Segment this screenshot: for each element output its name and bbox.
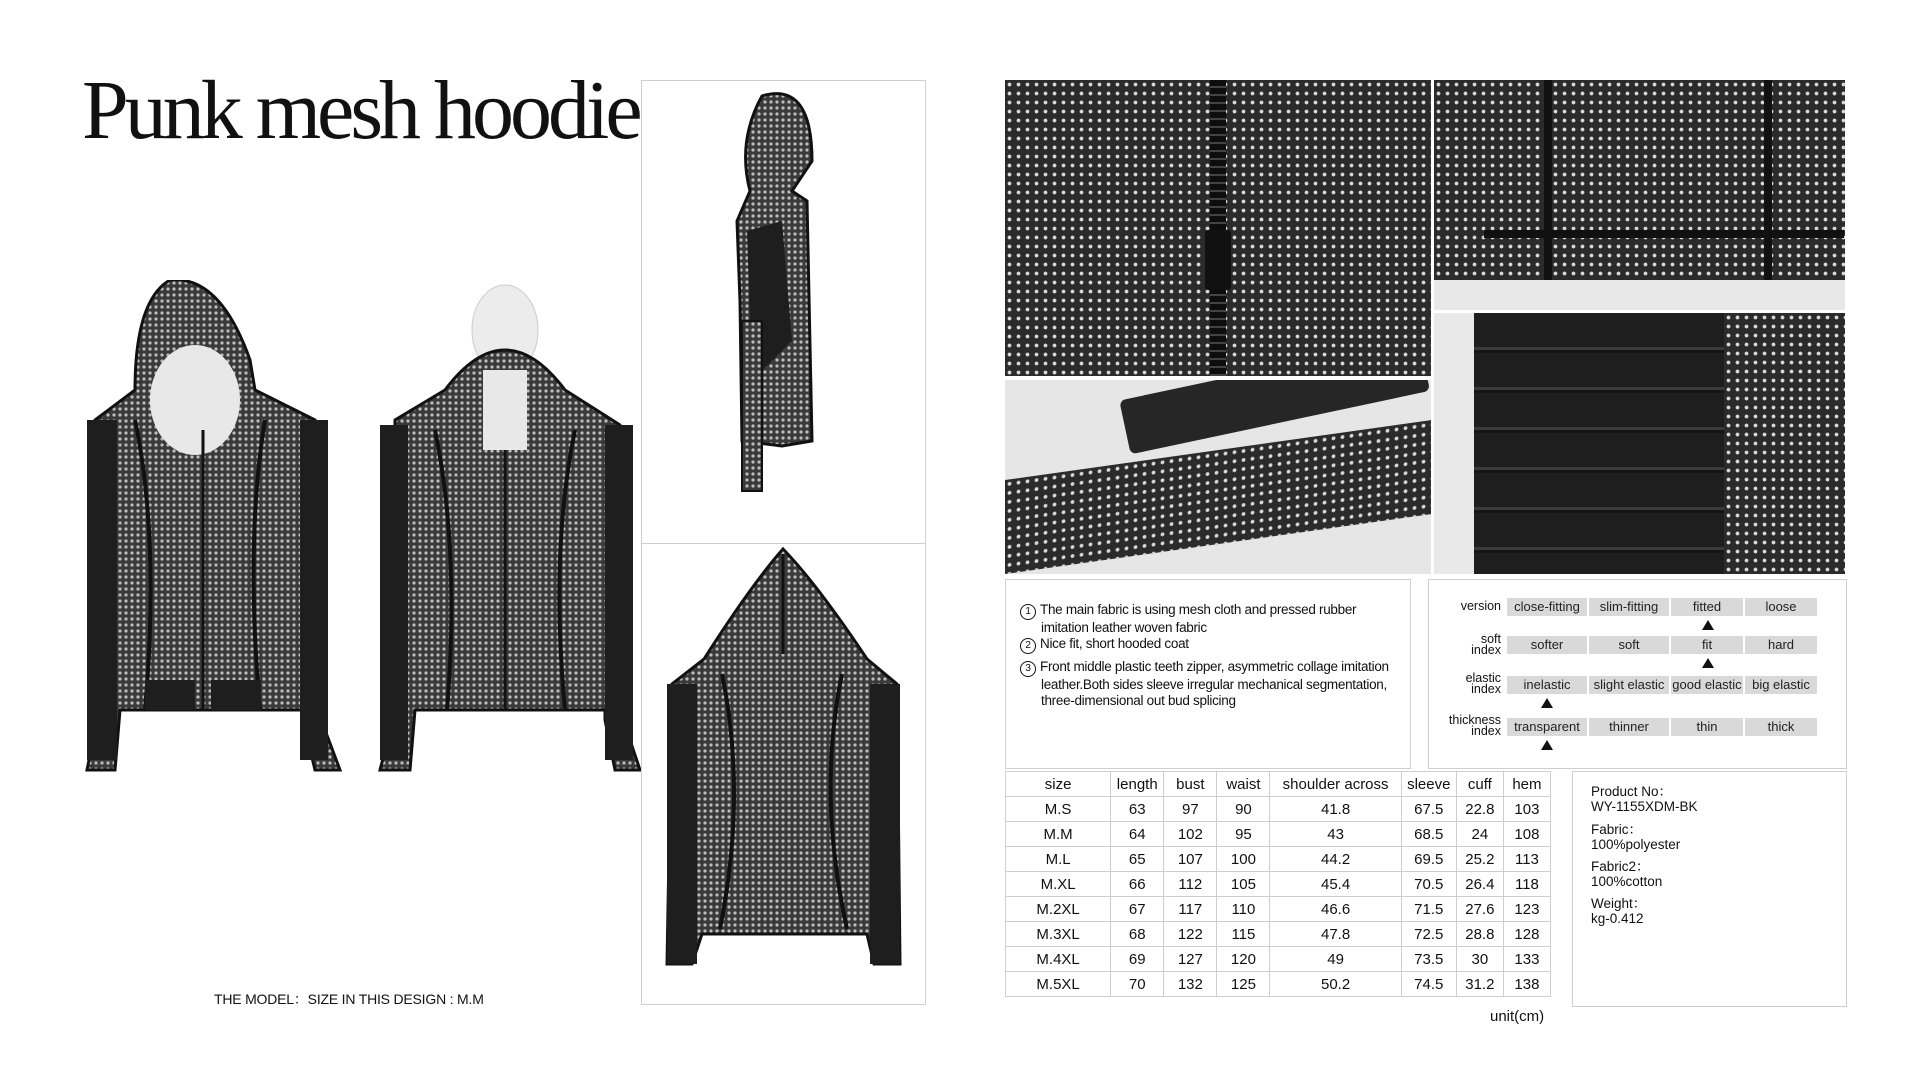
table-cell: 97 (1164, 797, 1217, 822)
index-option: softer (1507, 636, 1587, 654)
column-header: hem (1503, 772, 1550, 797)
feature-line: three-dimensional out bud splicing (1041, 693, 1236, 708)
table-cell: M.XL (1006, 872, 1111, 897)
feature-line: The main fabric is using mesh cloth and pressed rubber (1040, 602, 1357, 617)
table-cell: 43 (1270, 822, 1401, 847)
table-cell: 103 (1503, 797, 1550, 822)
table-header-row (1006, 772, 1551, 797)
table-row (1006, 847, 1551, 872)
table-cell: 67.5 (1401, 797, 1456, 822)
column-header: bust (1164, 772, 1217, 797)
index-option: thick (1745, 718, 1817, 736)
index-label-text: version (1460, 599, 1501, 613)
table-cell: 25.2 (1456, 847, 1503, 872)
index-option: fitted (1671, 598, 1743, 616)
feature-number: 3 (1020, 661, 1036, 677)
index-label-text: index (1471, 643, 1501, 657)
table-cell: 108 (1503, 822, 1550, 847)
table-cell: 68.5 (1401, 822, 1456, 847)
table-cell: 100 (1217, 847, 1270, 872)
table-cell: 128 (1503, 922, 1550, 947)
table-cell: 90 (1217, 797, 1270, 822)
table-cell: 102 (1164, 822, 1217, 847)
model-size-note: THE MODEL：SIZE IN THIS DESIGN : M.M (214, 991, 484, 1007)
table-cell: 127 (1164, 947, 1217, 972)
unit-label: unit(cm) (1490, 1008, 1545, 1025)
table-cell: 132 (1164, 972, 1217, 997)
index-option: big elastic (1745, 676, 1817, 694)
hoodie-back-view (642, 544, 925, 1004)
feature-line: leather.Both sides sleeve irregular mechanical segmentation, (1041, 677, 1387, 692)
table-cell: 133 (1503, 947, 1550, 972)
index-option: loose (1745, 598, 1817, 616)
index-option: fit (1671, 636, 1743, 654)
index-label-text: elastic (1465, 671, 1501, 685)
table-cell: 47.8 (1270, 922, 1401, 947)
table-cell: 30 (1456, 947, 1503, 972)
table-cell: 122 (1164, 922, 1217, 947)
table-row (1006, 897, 1551, 922)
table-cell: 113 (1503, 847, 1550, 872)
table-cell: 67 (1111, 897, 1164, 922)
feature-number: 1 (1020, 604, 1036, 620)
index-label-text: soft (1480, 632, 1501, 646)
product-number-label: Product No： (1591, 784, 1673, 799)
index-option: slim-fitting (1589, 598, 1669, 616)
table-cell: 22.8 (1456, 797, 1503, 822)
table-row (1006, 972, 1551, 997)
detail-cuff-photo (1005, 380, 1431, 574)
table-cell: 123 (1503, 897, 1550, 922)
feature-item (1020, 602, 1356, 636)
table-cell: 24 (1456, 822, 1503, 847)
index-option: hard (1745, 636, 1817, 654)
weight-label: Weight： (1591, 896, 1647, 911)
product-info-box (1572, 771, 1847, 1007)
table-cell: 120 (1217, 947, 1270, 972)
table-row (1006, 922, 1551, 947)
table-cell: 73.5 (1401, 947, 1456, 972)
hoodie-side-view (642, 81, 925, 544)
table-cell: 72.5 (1401, 922, 1456, 947)
index-option: thinner (1589, 718, 1669, 736)
table-cell: M.L (1006, 847, 1111, 872)
product-fabric (1591, 822, 1680, 852)
table-cell: 70.5 (1401, 872, 1456, 897)
column-header: sleeve (1401, 772, 1456, 797)
index-option: inelastic (1507, 676, 1587, 694)
table-cell: 50.2 (1270, 972, 1401, 997)
detail-zipper-photo (1005, 80, 1431, 376)
table-cell: M.3XL (1006, 922, 1111, 947)
table-cell: M.5XL (1006, 972, 1111, 997)
table-cell: 74.5 (1401, 972, 1456, 997)
index-option: good elastic (1672, 677, 1742, 692)
detail-hem-photo (1434, 80, 1845, 310)
selected-marker-icon (1702, 620, 1714, 630)
table-cell: M.M (1006, 822, 1111, 847)
index-label-soft (1431, 634, 1501, 656)
table-row (1006, 797, 1551, 822)
column-header: shoulder across (1270, 772, 1401, 797)
table-cell: 118 (1503, 872, 1550, 897)
index-option: soft (1589, 636, 1669, 654)
detail-leather-photo (1434, 313, 1845, 574)
feature-item (1020, 659, 1389, 709)
table-cell: 64 (1111, 822, 1164, 847)
index-option: slight elastic (1589, 676, 1669, 694)
table-cell: 69.5 (1401, 847, 1456, 872)
column-header: waist (1217, 772, 1270, 797)
index-option: close-fitting (1507, 598, 1587, 616)
index-label-text: thickness (1448, 713, 1501, 727)
selected-marker-icon (1702, 658, 1714, 668)
table-cell: 66 (1111, 872, 1164, 897)
table-cell: M.2XL (1006, 897, 1111, 922)
table-cell: 26.4 (1456, 872, 1503, 897)
table-row (1006, 822, 1551, 847)
selected-marker-icon (1541, 740, 1553, 750)
table-cell: 107 (1164, 847, 1217, 872)
table-cell: 45.4 (1270, 872, 1401, 897)
back-view-frame (641, 543, 926, 1005)
index-option: thin (1671, 718, 1743, 736)
table-cell: 41.8 (1270, 797, 1401, 822)
feature-description-box (1005, 579, 1411, 769)
product-number-value: WY-1155XDM-BK (1591, 799, 1698, 814)
feature-line: Nice fit, short hooded coat (1040, 636, 1189, 651)
table-cell: 44.2 (1270, 847, 1401, 872)
index-label-text: index (1471, 682, 1501, 696)
table-cell: 63 (1111, 797, 1164, 822)
table-cell: 68 (1111, 922, 1164, 947)
index-label-version (1431, 601, 1501, 612)
table-cell: M.4XL (1006, 947, 1111, 972)
table-cell: 112 (1164, 872, 1217, 897)
fabric-value: 100%polyester (1591, 837, 1681, 852)
table-cell: 49 (1270, 947, 1401, 972)
column-header: cuff (1456, 772, 1503, 797)
fit-index-box (1428, 579, 1847, 769)
table-cell: 115 (1217, 922, 1270, 947)
column-header: length (1111, 772, 1164, 797)
column-header: size (1006, 772, 1111, 797)
hoodie-front-photos (75, 280, 645, 810)
table-cell: 28.8 (1456, 922, 1503, 947)
table-cell: 27.6 (1456, 897, 1503, 922)
table-cell: 95 (1217, 822, 1270, 847)
table-cell: 69 (1111, 947, 1164, 972)
side-view-frame (641, 80, 926, 545)
table-cell: 105 (1217, 872, 1270, 897)
table-row (1006, 872, 1551, 897)
table-cell: 46.6 (1270, 897, 1401, 922)
product-fabric2 (1591, 859, 1662, 889)
feature-line: Front middle plastic teeth zipper, asymmetric collage imitation (1040, 659, 1389, 674)
index-label-text: index (1471, 724, 1501, 738)
product-weight (1591, 896, 1646, 926)
hoodie-front-hood-down (380, 285, 640, 770)
table-cell: M.S (1006, 797, 1111, 822)
table-cell: 65 (1111, 847, 1164, 872)
table-cell: 31.2 (1456, 972, 1503, 997)
product-number (1591, 784, 1698, 814)
index-label-elastic (1431, 673, 1501, 695)
fabric2-label: Fabric2： (1591, 859, 1650, 874)
hoodie-front-hood-up (87, 280, 340, 770)
table-cell: 71.5 (1401, 897, 1456, 922)
product-title: Punk mesh hoodie (82, 64, 639, 157)
table-cell: 110 (1217, 897, 1270, 922)
index-label-thickness (1431, 715, 1501, 737)
feature-item (1020, 636, 1189, 654)
index-option: transparent (1507, 718, 1587, 736)
fabric2-value: 100%cotton (1591, 874, 1663, 889)
feature-number: 2 (1020, 638, 1036, 654)
feature-line: imitation leather woven fabric (1041, 620, 1207, 635)
table-cell: 138 (1503, 972, 1550, 997)
table-cell: 117 (1164, 897, 1217, 922)
fabric-label: Fabric： (1591, 822, 1643, 837)
table-cell: 125 (1217, 972, 1270, 997)
table-cell: 70 (1111, 972, 1164, 997)
selected-marker-icon (1541, 698, 1553, 708)
weight-value: kg-0.412 (1591, 911, 1644, 926)
size-chart-table (1005, 771, 1551, 997)
table-row (1006, 947, 1551, 972)
